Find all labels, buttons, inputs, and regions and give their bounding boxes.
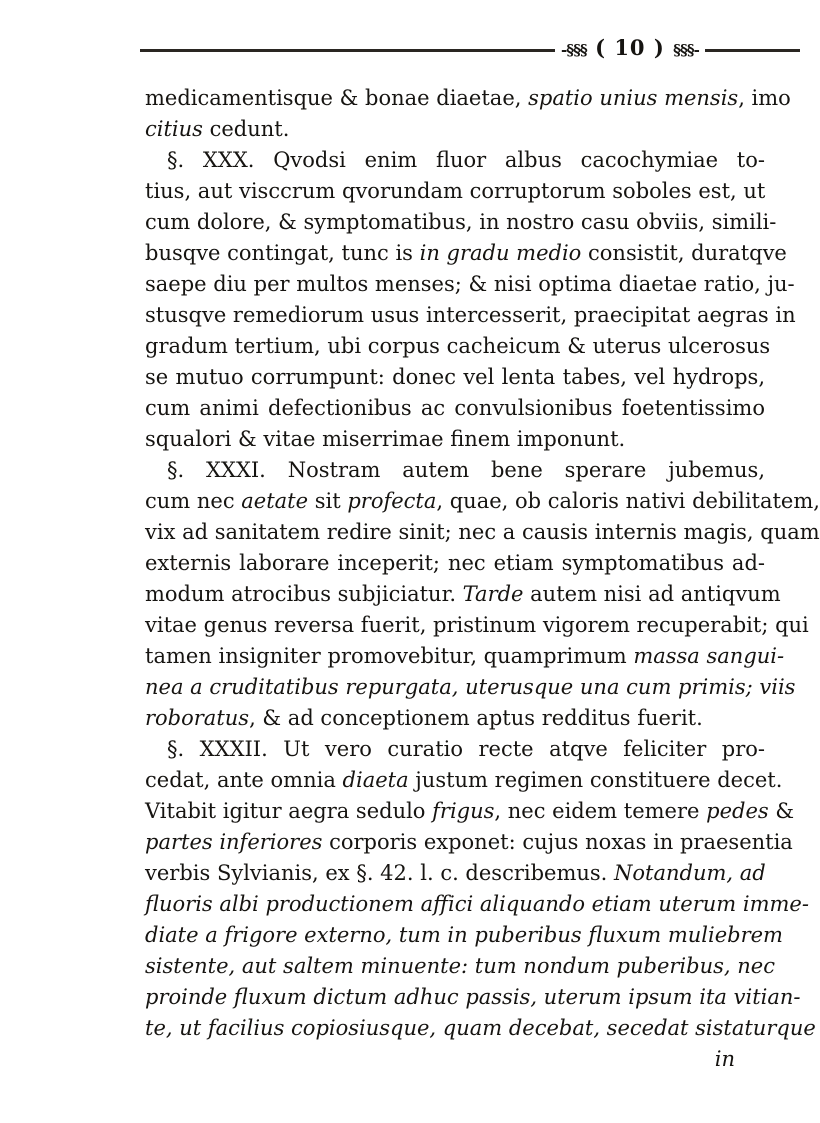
text-run: §. XXX. Qvodsi enim fluor albus cacochymiae to- bbox=[167, 148, 765, 172]
italic-run: te, ut facilius copiosiusque, quam decebat, secedat sistaturque bbox=[145, 1016, 816, 1040]
italic-run: diate a frigore externo, tum in puberibus fluxum muliebrem bbox=[145, 923, 783, 947]
text-run: Vitabit igitur aegra sedulo bbox=[145, 799, 433, 823]
page-number: ( 10 ) bbox=[595, 35, 665, 60]
text-line bbox=[145, 889, 809, 920]
italic-run: nea a cruditatibus repurgata, uterusque una cum primis; viis bbox=[145, 675, 796, 699]
text-line bbox=[145, 238, 787, 269]
text-line bbox=[145, 641, 785, 672]
text-line bbox=[145, 982, 801, 1013]
text-run: externis laborare inceperit; nec etiam symptomatibus ad- bbox=[145, 551, 765, 575]
italic-run: proinde fluxum dictum adhuc passis, uterum ipsum ita vitian- bbox=[145, 985, 801, 1009]
text-line bbox=[145, 207, 777, 238]
text-run: saepe diu per multos menses; & nisi optima diaetae ratio, ju- bbox=[145, 272, 795, 296]
text-run: , & ad conceptionem aptus redditus fuerit. bbox=[249, 706, 703, 730]
header-label bbox=[555, 35, 705, 60]
text-line bbox=[145, 672, 796, 703]
text-line bbox=[145, 331, 771, 362]
text-run: corporis exponet: cujus noxas in praesentia bbox=[322, 830, 793, 854]
italic-run: fluoris albi productionem affici aliquando etiam uterum imme- bbox=[145, 892, 809, 916]
catchword: in bbox=[714, 1047, 735, 1071]
italic-run: aetate bbox=[241, 489, 309, 513]
text-run: tius, aut visccrum qvorundam corruptorum soboles est, ut bbox=[145, 179, 766, 203]
italic-run: partes inferiores bbox=[145, 830, 323, 854]
body-text bbox=[145, 83, 820, 1075]
header-ornament-right: §§§- bbox=[673, 41, 699, 59]
text-run: squalori & vitae miserrimae finem imponunt. bbox=[145, 427, 626, 451]
italic-run: profecta bbox=[347, 489, 437, 513]
text-line bbox=[145, 920, 783, 951]
text-line bbox=[145, 734, 765, 765]
text-line bbox=[145, 114, 765, 145]
text-line bbox=[145, 517, 820, 548]
italic-run: Tarde bbox=[462, 582, 524, 606]
italic-run: citius bbox=[145, 117, 203, 141]
text-line bbox=[145, 951, 775, 982]
header-ornament-left: -§§§ bbox=[561, 41, 587, 59]
italic-run: massa sangui- bbox=[633, 644, 785, 668]
italic-run: frigus bbox=[432, 799, 495, 823]
italic-run: in gradu medio bbox=[419, 241, 582, 265]
text-run: gradum tertium, ubi corpus cacheicum & uterus ulcerosus bbox=[145, 334, 771, 358]
italic-run: roboratus bbox=[145, 706, 250, 730]
text-line bbox=[145, 1013, 816, 1044]
text-run: , imo bbox=[738, 86, 791, 110]
text-run: & bbox=[768, 799, 795, 823]
text-line bbox=[145, 486, 820, 517]
text-run: vitae genus reversa fuerit, pristinum vigorem recuperabit; qui bbox=[145, 613, 809, 637]
text-run: , quae, ob caloris nativi debilitatem, bbox=[436, 489, 820, 513]
italic-run: diaeta bbox=[342, 768, 409, 792]
text-run: cedat, ante omnia bbox=[145, 768, 343, 792]
text-line bbox=[145, 362, 765, 393]
text-line bbox=[145, 610, 809, 641]
text-run: medicamentisque & bonae diaetae, bbox=[145, 86, 529, 110]
text-line bbox=[145, 145, 765, 176]
italic-run: Notandum, ad bbox=[614, 861, 766, 885]
text-run: , nec eidem temere bbox=[494, 799, 707, 823]
italic-run: pedes bbox=[706, 799, 769, 823]
text-run: busqve contingat, tunc is bbox=[145, 241, 420, 265]
text-run: cedunt. bbox=[202, 117, 290, 141]
text-run: §. XXXI. Nostram autem bene sperare jubemus, bbox=[167, 458, 765, 482]
text-line bbox=[145, 703, 765, 734]
text-run: se mutuo corrumpunt: donec vel lenta tabes, vel hydrops, bbox=[145, 365, 765, 389]
text-run: §. XXXII. Ut vero curatio recte atqve feliciter pro- bbox=[167, 737, 765, 761]
text-run: modum atrocibus subjiciatur. bbox=[145, 582, 463, 606]
text-run: autem nisi ad antiqvum bbox=[523, 582, 781, 606]
text-run: cum nec bbox=[145, 489, 242, 513]
text-line bbox=[145, 83, 791, 114]
text-line bbox=[145, 796, 795, 827]
text-line bbox=[145, 765, 783, 796]
text-run: sit bbox=[308, 489, 348, 513]
text-line bbox=[145, 269, 795, 300]
text-line bbox=[145, 548, 765, 579]
text-line bbox=[145, 827, 793, 858]
text-run: justum regimen constituere decet. bbox=[408, 768, 783, 792]
text-line bbox=[145, 579, 781, 610]
text-line bbox=[145, 858, 765, 889]
text-line bbox=[145, 176, 765, 207]
text-run: vix ad sanitatem redire sinit; nec a causis internis magis, quam bbox=[145, 520, 820, 544]
text-line bbox=[145, 424, 765, 455]
text-run: verbis Sylvianis, ex §. 42. l. c. describemus. bbox=[145, 861, 615, 885]
text-run: stusqve remediorum usus intercesserit, praecipitat aegras in bbox=[145, 303, 796, 327]
text-run: tamen insigniter promovebitur, quamprimum bbox=[145, 644, 634, 668]
text-line bbox=[145, 300, 796, 331]
italic-run: spatio unius mensis bbox=[528, 86, 739, 110]
text-run: cum animi defectionibus ac convulsionibus foetentissimo bbox=[145, 396, 765, 420]
text-line bbox=[145, 393, 765, 424]
page-header bbox=[140, 35, 800, 66]
text-line bbox=[145, 455, 765, 486]
text-run: cum dolore, & symptomatibus, in nostro casu obviis, simili- bbox=[145, 210, 777, 234]
text-run: consistit, duratqve bbox=[581, 241, 787, 265]
italic-run: sistente, aut saltem minuente: tum nondum puberibus, nec bbox=[145, 954, 775, 978]
